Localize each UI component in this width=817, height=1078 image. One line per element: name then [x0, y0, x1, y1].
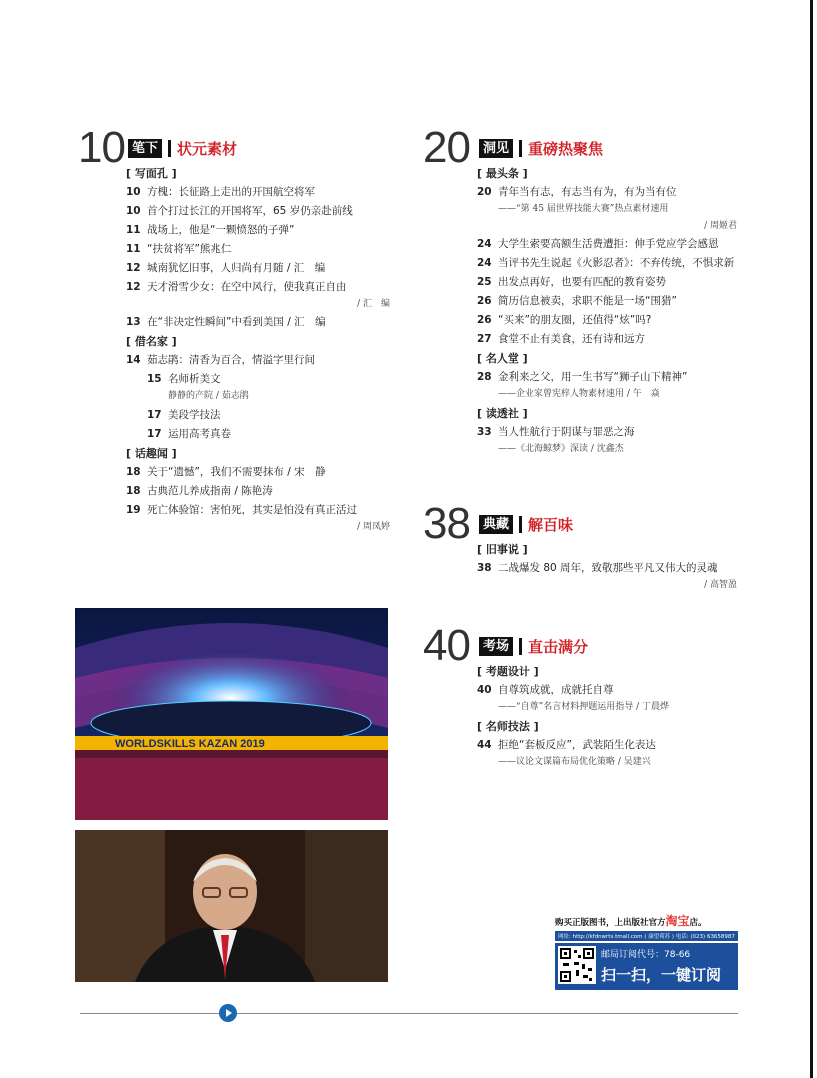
toc-entry[interactable]	[477, 257, 737, 270]
entry-author: / 高智盈	[704, 580, 737, 590]
play-icon[interactable]	[219, 1004, 237, 1022]
qr-code-icon[interactable]	[558, 946, 596, 984]
entry-title: 青年当有志，有志当有为，有为当有位	[498, 186, 677, 198]
section-number: 20	[423, 123, 470, 172]
entry-subtitle: ——企业家曾宪梓人物素材速用 / 午 焱	[498, 389, 660, 399]
entry-title: 金利来之父，用一生书写“狮子山下精神”	[498, 371, 688, 383]
page-number: 27	[477, 333, 492, 345]
section-title: 状元素材	[177, 140, 238, 158]
section-title: 解百味	[528, 516, 574, 534]
entry-title: 名师析美文	[168, 373, 221, 385]
entry-title: “买来”的朋友圈，还值得“炫”吗?	[498, 314, 652, 326]
ad-headline: 购买正版图书，上出版社官方淘宝店。	[555, 914, 707, 928]
scan-to-subscribe[interactable]: 扫一扫，一键订阅	[601, 966, 722, 984]
section-tag: 考场	[479, 637, 513, 656]
section-heading	[128, 138, 237, 159]
page-number: 13	[126, 316, 141, 328]
toc-entry[interactable]	[477, 238, 737, 251]
entry-title: 在“非决定性瞬间”中看到美国 / 汇 编	[147, 316, 326, 328]
category-label: [ 考题设计 ]	[477, 665, 539, 678]
section-heading	[479, 514, 573, 535]
toc-entry[interactable]	[477, 276, 737, 289]
page-edge-rule	[810, 0, 813, 1078]
toc-entry[interactable]	[477, 333, 737, 346]
entry-title: 死亡体验馆：害怕死，其实是怕没有真正活过	[147, 504, 357, 516]
toc-entry[interactable]	[477, 426, 737, 439]
toc-entry[interactable]	[147, 373, 390, 386]
entry-title: 二战爆发 80 周年，致敬那些平凡又伟大的灵魂	[498, 562, 718, 574]
toc-entry[interactable]	[477, 371, 737, 384]
toc-entry[interactable]	[126, 205, 390, 218]
section-tag: 洞见	[479, 139, 513, 158]
entry-title: 天才滑雪少女：在空中风行，使我真正自由	[147, 281, 347, 293]
toc-entry[interactable]	[477, 186, 737, 199]
entry-author: / 汇 编	[357, 299, 390, 309]
order-code: 邮局订阅代号：78-66	[601, 950, 691, 960]
toc-entry[interactable]	[126, 466, 390, 479]
toc-entry[interactable]	[126, 485, 390, 498]
toc-entry[interactable]	[477, 739, 737, 752]
entry-title: 食堂不止有美食，还有诗和远方	[498, 333, 645, 345]
page-number: 40	[477, 684, 492, 696]
toc-list	[126, 167, 390, 533]
section-tag: 典藏	[479, 515, 513, 534]
category-label: [ 读透社 ]	[477, 407, 528, 420]
section-40	[423, 621, 737, 775]
entry-title: 当评书先生说起《火影忍者》：不弃传统，不惧求新	[498, 257, 735, 269]
page-number: 11	[126, 243, 141, 255]
section-heading	[479, 138, 603, 159]
page-number: 10	[126, 186, 141, 198]
toc-entry[interactable]	[147, 428, 390, 441]
category-label: [ 话趣闻 ]	[126, 447, 177, 460]
entry-title: 首个打过长江的开国将军，65 岁仍亲赴前线	[147, 205, 353, 217]
portrait-photo	[75, 830, 388, 982]
page-number: 26	[477, 295, 492, 307]
entry-title: 战场上，他是“一颗愤怒的子弹”	[147, 224, 295, 236]
entry-title: 美段学技法	[168, 409, 221, 421]
page-number: 17	[147, 428, 162, 440]
ceremony-photo	[75, 608, 388, 820]
page-number: 24	[477, 257, 492, 269]
entry-title: 关于“遗憾”，我们不需要抹布 / 宋 静	[147, 466, 326, 478]
page-number: 14	[126, 354, 141, 366]
entry-subtitle: 静静的产院 / 茹志鹃	[168, 391, 249, 401]
category-label: [ 名人堂 ]	[477, 352, 528, 365]
toc-entry[interactable]	[126, 224, 390, 237]
ad-subscribe-panel[interactable]	[555, 943, 738, 990]
toc-entry[interactable]	[477, 295, 737, 308]
page-number: 18	[126, 485, 141, 497]
page-number: 26	[477, 314, 492, 326]
entry-subtitle: ——“自尊”名言材料押题运用指导 / 丁晨烨	[498, 702, 669, 712]
page-number: 20	[477, 186, 492, 198]
entry-title: 自尊筑成就，成就托自尊	[498, 684, 614, 696]
entry-author: / 周姬君	[704, 221, 737, 231]
page-number: 28	[477, 371, 492, 383]
banner-text: WORLDSKILLS KAZAN 2019	[115, 738, 265, 750]
page-number: 12	[126, 262, 141, 274]
page-number: 33	[477, 426, 492, 438]
entry-subtitle: ——议论文谋篇布局优化策略 / 吴建兴	[498, 757, 651, 767]
section-tag: 笔下	[128, 139, 162, 158]
section-title: 直击满分	[528, 638, 589, 656]
entry-title: 城南犹忆旧事，人归尚有月随 / 汇 编	[147, 262, 326, 274]
toc-entry[interactable]	[477, 684, 737, 697]
entry-title: 拒绝“套板反应”，武装陌生化表达	[498, 739, 656, 751]
page-number: 25	[477, 276, 492, 288]
category-label: [ 最头条 ]	[477, 167, 528, 180]
toc-entry[interactable]	[126, 243, 390, 256]
entry-subtitle: ——《北海鲸梦》深读 / 沈鑫杰	[498, 444, 624, 454]
section-number: 40	[423, 621, 470, 670]
toc-entry[interactable]	[477, 314, 737, 327]
entry-title: 简历信息被卖，求职不能是一场“围猎”	[498, 295, 677, 307]
page-number: 18	[126, 466, 141, 478]
entry-title: 古典范儿养成指南 / 陈艳涛	[147, 485, 273, 497]
section-number: 38	[423, 499, 470, 548]
section-38	[423, 499, 737, 597]
category-label: [ 借名家 ]	[126, 335, 177, 348]
ad-url-line: 网址: http://kfdnwrts.tmall.com ( 康望荷苏 ) 电话: (023) 63658987	[555, 931, 738, 941]
entry-title: “扶贫将军”熊兆仁	[147, 243, 232, 255]
toc-entry[interactable]	[126, 354, 390, 367]
entry-title: 运用高考真卷	[168, 428, 231, 440]
category-label: [ 写面孔 ]	[126, 167, 177, 180]
section-20	[423, 123, 737, 462]
toc-list	[477, 665, 737, 768]
entry-title: 方槐：长征路上走出的开国航空将军	[147, 186, 315, 198]
section-title: 重磅热聚焦	[528, 140, 604, 158]
page-number: 44	[477, 739, 492, 751]
toc-entry[interactable]	[126, 504, 390, 517]
page-number: 17	[147, 409, 162, 421]
toc-list	[477, 167, 737, 455]
toc-entry[interactable]	[147, 409, 390, 422]
section-10	[78, 123, 390, 539]
entry-author: / 周凤婷	[357, 522, 390, 532]
taobao-subscription-ad[interactable]	[555, 912, 738, 985]
entry-subtitle: ——“第 45 届世界技能大赛”热点素材速用	[498, 204, 669, 214]
page-number: 11	[126, 224, 141, 236]
entry-title: 当人性航行于阴谋与罪恶之海	[498, 426, 635, 438]
entry-title: 茹志鹃：清香为百合，情溢字里行间	[147, 354, 315, 366]
category-label: [ 旧事说 ]	[477, 543, 528, 556]
page-number: 38	[477, 562, 492, 574]
category-label: [ 名师技法 ]	[477, 720, 539, 733]
footer-rule	[80, 1013, 738, 1014]
page-number: 12	[126, 281, 141, 293]
toc-entry[interactable]	[126, 186, 390, 199]
toc-entry[interactable]	[477, 562, 737, 575]
taobao-label: 淘宝	[665, 914, 690, 928]
entry-title: 大学生索要高额生活费遭拒：伸手党应学会感恩	[498, 238, 719, 250]
toc-entry[interactable]	[126, 281, 390, 294]
toc-entry[interactable]	[126, 316, 390, 329]
page-number: 24	[477, 238, 492, 250]
section-heading	[479, 636, 588, 657]
page-number: 10	[126, 205, 141, 217]
section-number: 10	[78, 123, 125, 172]
entry-title: 出发点再好，也要有匹配的教育姿势	[498, 276, 666, 288]
toc-entry[interactable]	[126, 262, 390, 275]
page-number: 19	[126, 504, 141, 516]
page-number: 15	[147, 373, 162, 385]
